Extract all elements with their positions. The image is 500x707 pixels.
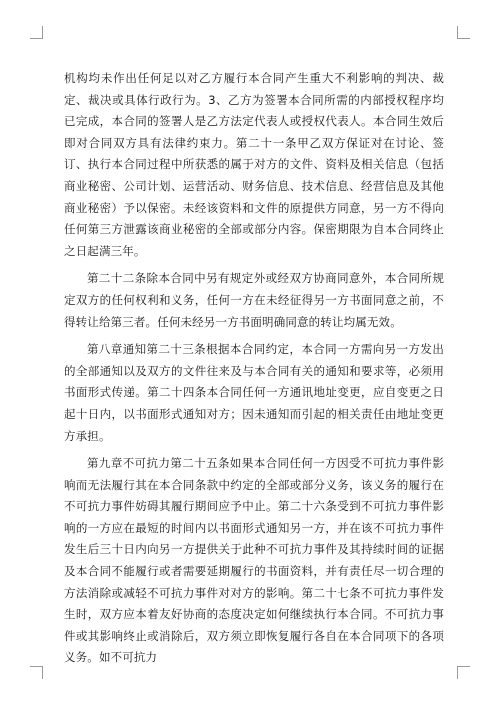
- document-body: [64, 68, 444, 675]
- crop-mark-top-right: [457, 26, 470, 39]
- crop-mark-top-left: [30, 26, 43, 39]
- paragraph-confidentiality: 机构均未作出任何足以对乙方履行本合同产生重大不利影响的判决、裁定、裁决或具体行政行为。3、乙方为签署本合同所需的内部授权程序均已完成，本合同的签署人是乙方法定代表人或授权代表人。本合同生效后即对合同双方具有法律约束力。第二十一条甲乙双方保证对在讨论、签订、执行本合同过程中所获悉的属于对方的文件、资料及相关信息（包括商业秘密、公司计划、运营活动、财务信息、技术信息、经营信息及其他商业秘密）予以保密。未经该资料和文件的原提供方同意，另一方不得向任何第三方泄露该商业秘密的全部或部分内容。保密期限为自本合同终止之日起满三年。: [64, 71, 444, 258]
- crop-mark-bottom-right: [457, 666, 470, 679]
- crop-mark-bottom-left: [30, 666, 43, 679]
- paragraph-force-majeure: 第九章不可抗力第二十五条如果本合同任何一方因受不可抗力事件影响而无法履行其在本合同条款中约定的全部或部分义务，该义务的履行在不可抗力事件妨碍其履行期间应予中止。第二十六条受到不可抗力事件影响的一方应在最短的时间内以书面形式通知另一方，并在该不可抗力事件发生后三十日内向另一方提供关于此种不可抗力事件及其持续时间的证据及本合同不能履行或者需要延期履行的书面资料，并有责任尽一切合理的方法消除或减轻不可抗力事件对对方的影响。第二十七条不可抗力事件发生时，双方应本着友好协商的态度决定如何继续执行本合同。不可抗力事件或其影响终止或消除后，双方须立即恢复履行各自在本合同项下的各项义务。如不可抗力: [64, 456, 444, 665]
- paragraph-assignment: 第二十二条除本合同中另有规定外或经双方协商同意外，本合同所规定双方的任何权利和义务，任何一方在未经征得另一方书面同意之前，不得转让给第三者。任何未经另一方书面明确同意的转让均属无效。: [64, 271, 444, 329]
- paragraph-notices: 第八章通知第二十三条根据本合同约定，本合同一方需向另一方发出的全部通知以及双方的文件往来及与本合同有关的通知和要求等，必须用书面形式传递。第二十四条本合同任何一方通讯地址变更，应自变更之日起十日内，以书面形式通知对方；因未通知而引起的相关责任由地址变更方承担。: [64, 342, 444, 443]
